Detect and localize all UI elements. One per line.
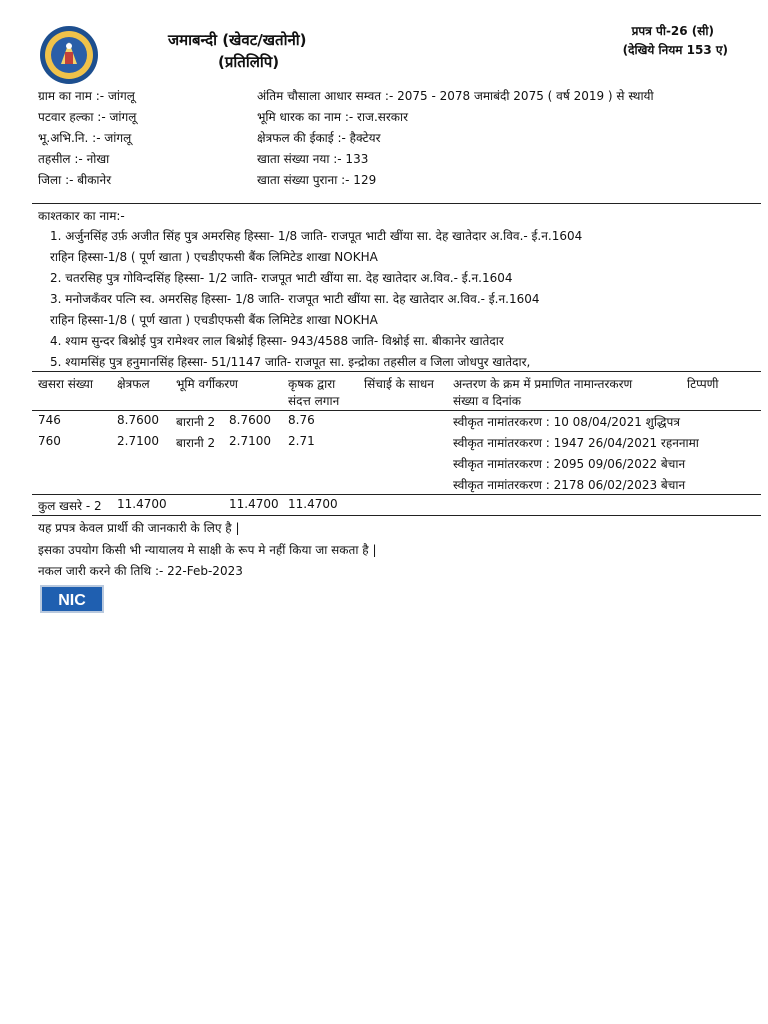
footer-note: यह प्रपत्र केवल प्रार्थी की जानकारी के लिए है |: [38, 521, 240, 535]
class-cell: बारानी 2: [176, 436, 216, 450]
owner-line: 5. श्यामसिंह पुत्र हनुमानसिंह हिस्सा- 51/1147 जाति- राजपूत सा. इन्द्रोका तहसील व जिला जोधपुर खातेदार,: [50, 355, 531, 369]
total-rent: 11.4700: [288, 497, 338, 511]
divider: [32, 203, 761, 204]
mutation-entry: स्वीकृत नामांतरकरण : 2178 06/02/2023 बेचान: [453, 478, 686, 492]
mutation-entry: स्वीकृत नामांतरकरण : 2095 09/06/2022 बेचान: [453, 457, 686, 471]
class-area-cell: 8.7600: [229, 413, 271, 427]
rule-reference: (देखिये नियम 153 ए): [622, 43, 728, 57]
owner-line: राहिन हिस्सा-1/8 ( पूर्ण खाता ) एचडीएफसी बैंक लिमिटेड शाखा NOKHA: [50, 250, 378, 264]
header-classification: भूमि वर्गीकरण: [176, 377, 238, 391]
khasra-cell: 760: [38, 434, 61, 448]
header-remarks: टिप्पणी: [687, 377, 719, 391]
land-record-inspector: भू.अभि.नि. :- जांगलू: [38, 131, 132, 145]
village-name: ग्राम का नाम :- जांगलू: [38, 89, 135, 103]
owners-heading: काश्तकार का नाम:-: [38, 209, 125, 223]
header-rent-line1: कृषक द्वारा: [288, 377, 336, 391]
document-subtitle: (प्रतिलिपि): [218, 53, 280, 71]
class-cell: बारानी 2: [176, 415, 216, 429]
area-cell: 2.7100: [117, 434, 159, 448]
header-irrigation: सिंचाई के साधन: [364, 377, 434, 391]
issue-date: नकल जारी करने की तिथि :- 22-Feb-2023: [38, 564, 243, 578]
mutation-entry: स्वीकृत नामांतरकरण : 1947 26/04/2021 रहननामा: [453, 436, 699, 450]
header-khasra: खसरा संख्या: [38, 377, 93, 391]
area-cell: 8.7600: [117, 413, 159, 427]
rajasthan-seal-icon: [39, 24, 99, 86]
totals-bottom-border: [32, 515, 761, 516]
table-top-border: [32, 371, 761, 372]
total-khasra-label: कुल खसरे - 2: [38, 499, 102, 513]
footer-note: इसका उपयोग किसी भी न्यायालय मे साक्षी के रूप मे नहीं किया जा सकता है |: [38, 543, 377, 557]
total-area: 11.4700: [117, 497, 167, 511]
district: जिला :- बीकानेर: [38, 173, 112, 187]
mutation-entry: स्वीकृत नामांतरकरण : 10 08/04/2021 शुद्धिपत्र: [453, 415, 680, 429]
rent-cell: 2.71: [288, 434, 315, 448]
patwar-halka: पटवार हल्का :- जांगलू: [38, 110, 137, 124]
khata-number-old: खाता संख्या पुराना :- 129: [257, 173, 377, 187]
tehsil: तहसील :- नोखा: [38, 152, 110, 166]
rent-cell: 8.76: [288, 413, 315, 427]
svg-text:NIC: NIC: [58, 592, 86, 609]
nic-logo: [40, 585, 104, 613]
header-area: क्षेत्रफल: [117, 377, 150, 391]
khasra-cell: 746: [38, 413, 61, 427]
header-mutation-line1: अन्तरण के क्रम में प्रमाणित नामान्तरकरण: [453, 377, 633, 391]
owner-line: 1. अर्जुनसिंह उर्फ़ अजीत सिंह पुत्र अमरसिह हिस्सा- 1/8 जाति- राजपूत भाटी खींया सा. देह खातेदार अ.विव.- ई.न.1604: [50, 229, 583, 243]
owner-line: राहिन हिस्सा-1/8 ( पूर्ण खाता ) एचडीएफसी बैंक लिमिटेड शाखा NOKHA: [50, 313, 378, 327]
class-area-cell: 2.7100: [229, 434, 271, 448]
khata-number-new: खाता संख्या नया :- 133: [257, 152, 369, 166]
header-rent-line2: संदत्त लगान: [288, 394, 340, 408]
header-mutation-line2: संख्या व दिनांक: [453, 394, 521, 408]
owner-line: 2. चतरसिह पुत्र गोविन्दसिंह हिस्सा- 1/2 जाति- राजपूत भाटी खींया सा. देह खातेदार अ.विव.- ई.न.1604: [50, 271, 513, 285]
total-class-area: 11.4700: [229, 497, 279, 511]
land-holder-name: भूमि धारक का नाम :- राज.सरकार: [257, 110, 409, 124]
chausala-basis: अंतिम चौसाला आधार सम्वत :- 2075 - 2078 जमाबंदी 2075 ( वर्ष 2019 ) से स्थायी: [257, 89, 654, 103]
header-bottom-border: [32, 410, 761, 411]
owner-line: 3. मनोजकँवर पत्नि स्व. अमरसिह हिस्सा- 1/8 जाति- राजपूत भाटी खींया सा. देह खातेदार अ.विव.- ई.न.1604: [50, 292, 540, 306]
totals-top-border: [32, 494, 761, 495]
owner-line: 4. श्याम सुन्दर बिश्नोई पुत्र रामेश्वर लाल बिश्नोई हिस्सा- 943/4588 जाति- विश्नोई सा. बीकानेर खातेदार: [50, 334, 504, 348]
document-title: जमाबन्दी (खेवट/खतोनी): [168, 31, 307, 49]
area-unit: क्षेत्रफल की ईकाई :- हैक्टेयर: [257, 131, 381, 145]
form-number: प्रपत्र पी-26 (सी): [631, 24, 714, 38]
